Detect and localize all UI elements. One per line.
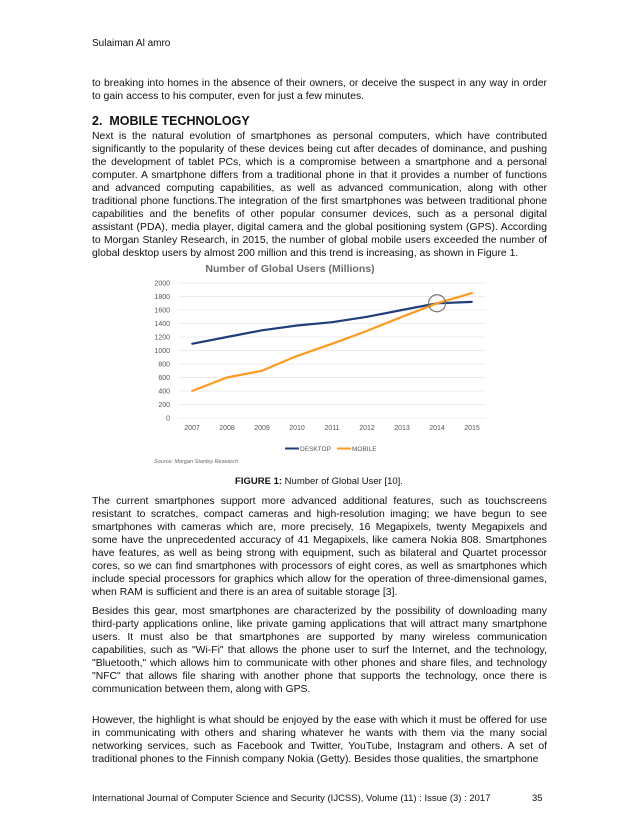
x-tick-label: 2010 <box>289 425 305 432</box>
x-tick-label: 2008 <box>219 425 235 432</box>
legend-label-desktop: DESKTOP <box>300 446 331 453</box>
figure-label: FIGURE 1: <box>235 476 283 487</box>
figure-caption <box>0 476 638 487</box>
data-point-mobile <box>366 330 368 332</box>
y-tick-label: 1800 <box>154 294 170 301</box>
chart-title: Number of Global Users (Millions) <box>205 263 375 275</box>
y-tick-label: 800 <box>158 361 170 369</box>
intro-paragraph: to breaking into homes in the absence of their owners, or deceive the suspect in any way in order to gain access to his computer, even for just a few minutes. <box>92 78 547 102</box>
data-point-desktop <box>296 325 298 327</box>
x-tick-label: 2009 <box>254 425 270 432</box>
paragraph-4: However, the highlight is what should be enjoyed by the ease with which it must be offered for use in communicating with others and sharing whatever he wants with them via the many social networking services, such as Facebook and Twitter, YouTube, Instagram and others. A set of traditional phones to the Finnish company Nokia (Getty). Besides those qualities, the smartphone <box>92 715 547 765</box>
data-point-mobile <box>401 316 403 318</box>
paragraph-3: Besides this gear, most smartphones are characterized by the possibility of downloading many third-party applications online, like private gaming applications that will attract many smartphone users. It must also be that smartphones are supported by many wireless communication capabilities, such as "Wi-Fi" that allows the phone user to surf the Internet, and the technology, "Bluetooth," which allows him to communicate with other phones and share files, and technology "NFC" that allows file sharing with another phone that supports the technology, once there is communication between them, along with GPS. <box>92 606 547 695</box>
data-point-mobile <box>331 343 333 345</box>
data-point-desktop <box>261 329 263 331</box>
page-number: 35 <box>532 793 543 804</box>
data-point-mobile <box>191 390 193 392</box>
figure-caption-text: Number of Global User [10]. <box>284 476 403 487</box>
y-tick-label: 0 <box>166 415 170 423</box>
data-point-desktop <box>191 343 193 345</box>
y-tick-label: 1000 <box>154 348 170 355</box>
section-title: MOBILE TECHNOLOGY <box>109 114 250 128</box>
data-point-desktop <box>366 316 368 318</box>
x-tick-label: 2012 <box>359 425 375 432</box>
x-tick-label: 2014 <box>429 425 445 432</box>
data-point-desktop <box>226 336 228 338</box>
data-point-desktop <box>471 301 473 303</box>
y-tick-label: 2000 <box>154 280 170 288</box>
data-point-mobile <box>471 292 473 294</box>
paragraph-2: The current smartphones support more advanced additional features, such as touchscreens resistant to scratches, compact cameras and high-resolution imaging; we have begun to see smartphones with cameras which are, more precisely, 16 Megapixels, twenty Megapixels and some have the unprecedented accuracy of 41 Megapixels, like camera Nokia 808. Smartphones have features, as well as being strong with equipment, such as bilateral and Quartet processor cores, so we can find smartphones with processors of eight cores, as well as smartphones which include special processors for graphics which allow for the operation of three-dimensional games, when RAM is sufficient and there is an area of suitable storage [3]. <box>92 496 547 598</box>
legend-label-mobile: MOBILE <box>352 446 377 453</box>
running-head-author: Sulaiman Al amro <box>92 38 171 49</box>
x-tick-label: 2015 <box>464 425 480 432</box>
data-point-mobile <box>261 370 263 372</box>
x-tick-label: 2013 <box>394 425 410 432</box>
x-tick-label: 2011 <box>324 425 340 432</box>
section-number: 2. <box>92 114 103 128</box>
chart-source-note: Source: Morgan Stanley Research <box>154 459 239 465</box>
y-tick-label: 600 <box>158 375 170 382</box>
data-point-mobile <box>226 377 228 379</box>
section-heading <box>92 114 250 128</box>
y-tick-label: 1200 <box>154 334 170 342</box>
footer-journal: International Journal of Computer Science and Security (IJCSS), Volume (11) : Issue (3) : 2017 <box>92 793 491 804</box>
y-tick-label: 400 <box>158 388 170 396</box>
y-tick-label: 1400 <box>154 321 170 328</box>
x-tick-label: 2007 <box>184 425 200 432</box>
data-point-mobile <box>296 355 298 357</box>
section-paragraph-1: Next is the natural evolution of smartphones as personal computers, which have contributed significantly to the popularity of these devices being cut after decades of dominance, and pushing the development of tablet PCs, which is a compromise between a smartphone and a personal computer. A smartphone differs from a traditional phone in that it provides a number of functions and advanced computing capabilities, as well as advanced communication, along with other traditional phone functions.The integration of the first smartphones was between traditional phone capabilities and the benefits of other popular consumer devices, such as a personal digital assistant (PDA), media player, digital camera and the global positioning system (GPS). According to Morgan Stanley Research, in 2015, the number of global mobile users exceeded the number of global desktop users by almost 200 million and this trend is increasing, as shown in Figure 1. <box>92 131 547 259</box>
data-point-desktop <box>331 321 333 323</box>
global-users-line-chart <box>140 256 500 470</box>
data-point-desktop <box>401 309 403 311</box>
y-tick-label: 200 <box>158 402 170 409</box>
data-point-mobile <box>436 302 438 304</box>
y-tick-label: 1600 <box>154 307 170 315</box>
